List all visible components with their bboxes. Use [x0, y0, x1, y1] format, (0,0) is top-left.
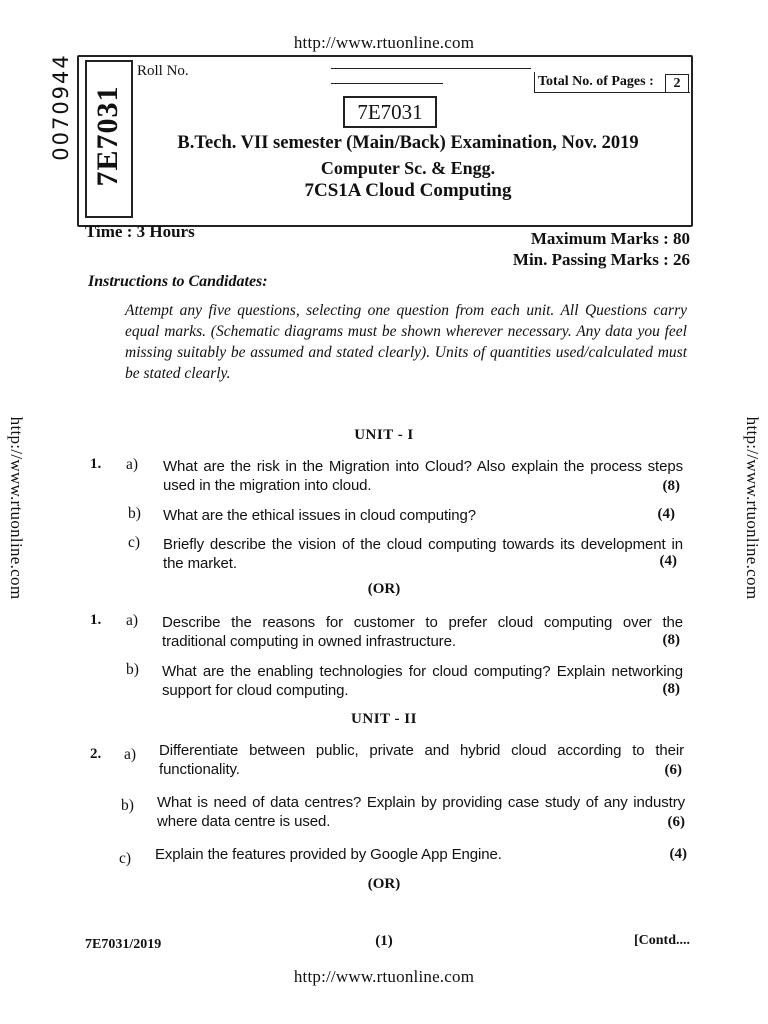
question-text: Explain the features provided by Google App Engine.	[155, 846, 502, 863]
question-number: 2.	[90, 746, 102, 762]
question-text: What are the risk in the Migration into Cloud? Also explain the process steps used in the migration into cloud.	[163, 458, 683, 494]
exam-title: B.Tech. VII semester (Main/Back) Examination, Nov. 2019	[177, 133, 639, 153]
question-marks: (6)	[667, 814, 685, 830]
question-part: a)	[126, 612, 139, 629]
roll-number-label: Roll No.	[137, 63, 189, 79]
question-marks: (8)	[662, 632, 680, 648]
footer-paper-code: 7E7031/2019	[85, 937, 162, 952]
unit-heading: UNIT - I	[354, 427, 414, 443]
branch-name: Computer Sc. & Engg.	[320, 158, 496, 178]
roll-number-line-2	[331, 83, 443, 84]
or-separator: (OR)	[367, 876, 401, 892]
roll-number-line	[331, 68, 531, 69]
question-number: 1.	[90, 456, 102, 472]
or-separator: (OR)	[367, 581, 401, 597]
instructions-heading: Instructions to Candidates:	[88, 273, 268, 290]
subject-name: 7CS1A Cloud Computing	[304, 180, 512, 201]
watermark-url-left: http://www.rtuonline.com	[7, 416, 26, 600]
maximum-marks: Maximum Marks : 80	[530, 229, 690, 248]
watermark-url-bottom: http://www.rtuonline.com	[293, 967, 475, 986]
question-marks: (4)	[657, 506, 675, 522]
question-part: a)	[126, 456, 139, 473]
watermark-url-right: http://www.rtuonline.com	[743, 416, 762, 600]
question-marks: (8)	[662, 681, 680, 697]
paper-code: 7E7031	[343, 96, 437, 128]
question-text: What are the enabling technologies for cloud computing? Explain networking support for cloud computing.	[162, 663, 683, 699]
instructions-text: Attempt any five questions, selecting one question from each unit. All Questions carry equal marks. (Schematic diagrams must be shown wherever necessary. Any data you feel missing suitably be assumed and stated clearly). Units of quantities used/calculated must be stated clearly.	[125, 302, 687, 382]
question-part: b)	[126, 661, 139, 678]
exam-duration: Time : 3 Hours	[85, 222, 195, 241]
unit-heading: UNIT - II	[351, 711, 417, 727]
question-text: Differentiate between public, private and hybrid cloud according to their functionality.	[159, 742, 684, 778]
total-pages-value: 2	[665, 74, 689, 93]
question-part: c)	[128, 534, 141, 551]
continued-label: [Contd....	[633, 933, 690, 948]
question-part: b)	[121, 797, 134, 814]
question-marks: (4)	[659, 553, 677, 569]
question-number: 1.	[90, 612, 102, 628]
side-paper-code: 7E7031	[91, 85, 124, 187]
total-pages-label: Total No. of Pages :	[538, 74, 654, 89]
question-marks: (8)	[662, 478, 680, 494]
question-text: What is need of data centres? Explain by providing case study of any industry where data centre is used.	[157, 794, 685, 830]
question-part: c)	[119, 850, 132, 867]
question-part: b)	[128, 505, 141, 522]
question-marks: (6)	[664, 762, 682, 778]
question-marks: (4)	[669, 846, 687, 862]
watermark-url-top: http://www.rtuonline.com	[293, 33, 475, 52]
min-passing-marks: Min. Passing Marks : 26	[512, 250, 690, 269]
page-number: (1)	[375, 933, 393, 949]
question-text: What are the ethical issues in cloud computing?	[163, 507, 476, 524]
question-text: Briefly describe the vision of the cloud computing towards its development in the market.	[163, 536, 683, 572]
serial-number: 0070944	[49, 53, 73, 161]
question-part: a)	[124, 746, 137, 763]
question-text: Describe the reasons for customer to prefer cloud computing over the traditional computing in owned infrastructure.	[162, 614, 683, 650]
